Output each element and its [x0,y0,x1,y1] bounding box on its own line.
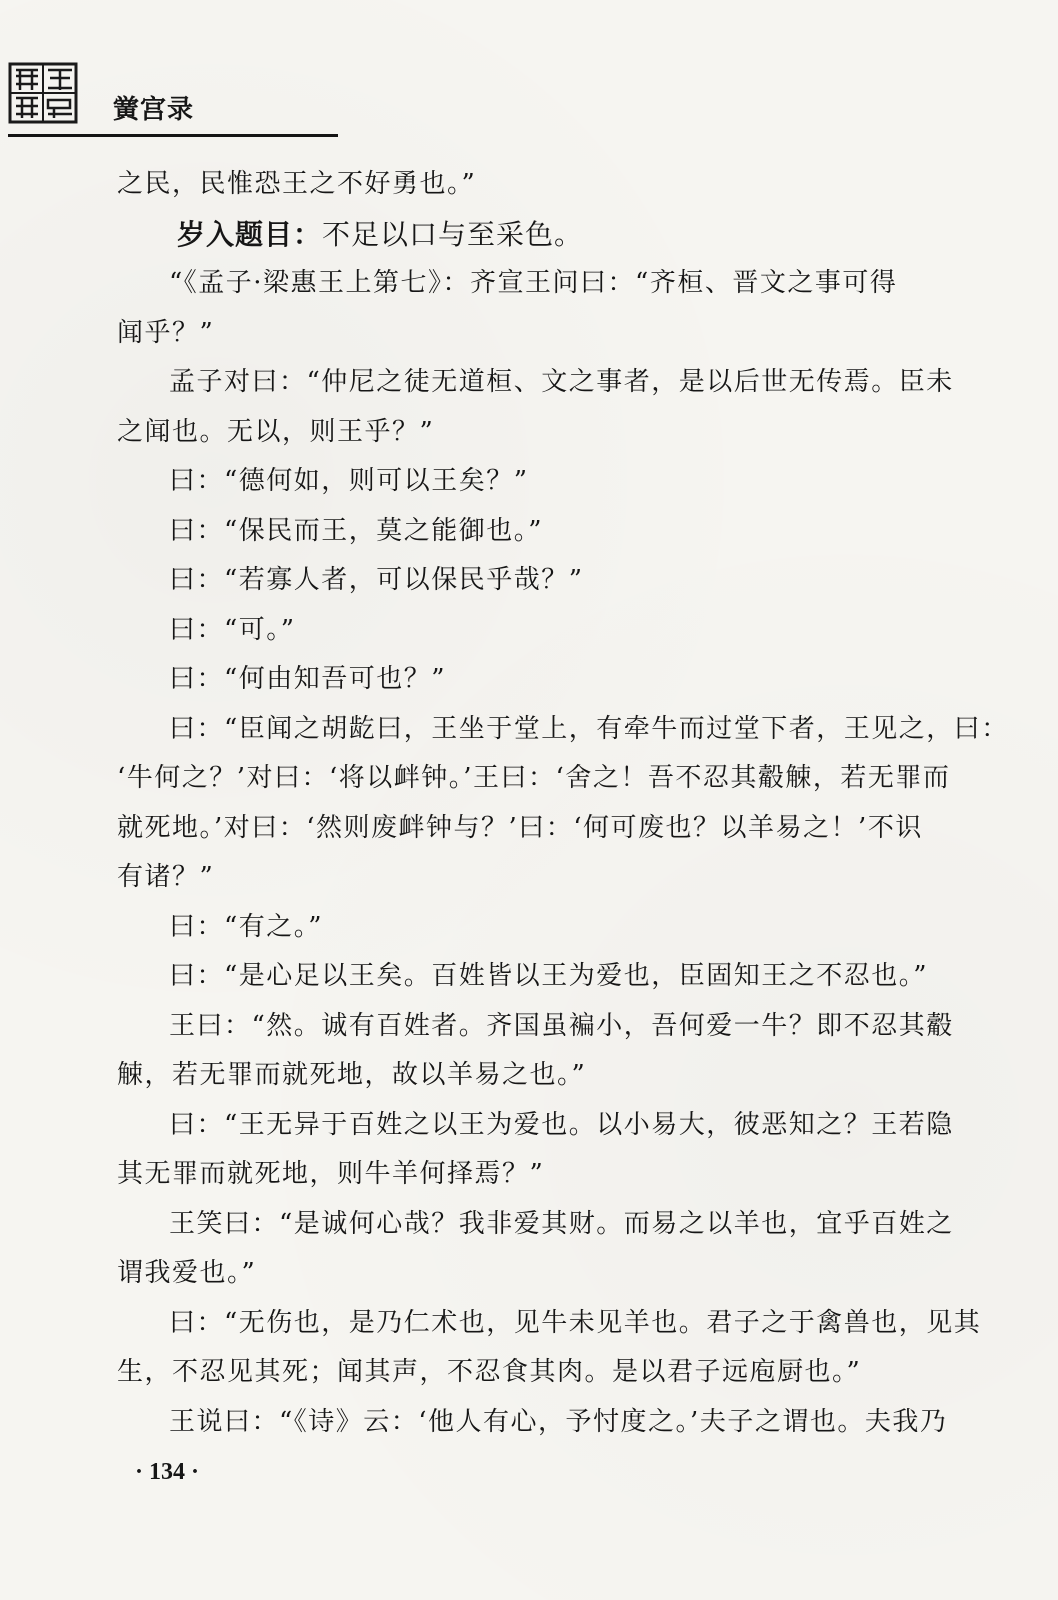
text-line: 曰：“有之。” [169,911,324,942]
seal-stamp-icon [8,62,78,124]
text-line: ‘牛何之？’对曰：‘将以衅钟。’王曰：‘舍之！吾不忍其觳觫，若无罪而 [117,763,951,793]
heading-text: 不足以口与至采色。 [322,217,584,251]
text-line: 曰：“若寡人者，可以保民乎哉？” [169,565,584,595]
text-line: 曰：“保民而王，莫之能御也。” [169,515,544,546]
text-line: 曰：“臣闻之胡龁曰，王坐于堂上，有牵牛而过堂下者，王见之，曰： [169,713,1009,744]
text-line: 之民，民惟恐王之不好勇也。” [117,169,477,199]
text-line: 生，不忍见其死；闻其声，不忍食其肉。是以君子远庖厨也。” [117,1357,862,1387]
text-line: 王说曰：“《诗》云：‘他人有心，予忖度之。’夫子之谓也。夫我乃 [169,1406,948,1437]
text-line: 有诸？” [117,862,215,892]
text-line: 谓我爱也。” [117,1258,257,1288]
text-line: 觫，若无罪而就死地，故以羊易之也。” [117,1060,587,1090]
section-heading [117,210,927,260]
header-rule [8,134,338,137]
running-title: 黉宫录 [113,95,195,125]
text-line: 孟子对曰：“仲尼之徒无道桓、文之事者，是以后世无传焉。臣未 [169,367,954,397]
text-line: 之闻也。无以，则王乎？” [117,416,435,447]
text-line: 闻乎？” [117,317,215,348]
heading-label: 岁入题目： [177,217,323,251]
text-line: 曰：“德何如，则可以王矣？” [169,466,529,496]
text-line: 王笑曰：“是诚何心哉？我非爱其财。而易之以羊也，宜乎百姓之 [169,1208,954,1239]
text-line: 曰：“王无异于百姓之以王为爱也。以小易大，彼恶知之？王若隐 [169,1109,954,1140]
text-line: 就死地。’对曰：‘然则废衅钟与？’曰：‘何可废也？以羊易之！’不识 [117,812,923,843]
text-line: 曰：“可。” [169,614,296,645]
text-line: 其无罪而就死地，则牛羊何择焉？” [117,1159,545,1189]
text-line: “《孟子·梁惠王上第七》：齐宣王问曰：“齐桓、晋文之事可得 [169,268,898,298]
text-line: 曰：“无伤也，是乃仁术也，见牛未见羊也。君子之于禽兽也，见其 [169,1307,982,1338]
text-line: 曰：“何由知吾可也？” [169,664,447,694]
text-line: 王曰：“然。诚有百姓者。齐国虽褊小，吾何爱一牛？即不忍其觳 [169,1010,954,1041]
page-number: · 134 · [135,1459,200,1485]
text-line: 曰：“是心足以王矣。百姓皆以王为爱也，臣固知王之不忍也。” [169,961,929,991]
body-text [117,160,1009,1447]
